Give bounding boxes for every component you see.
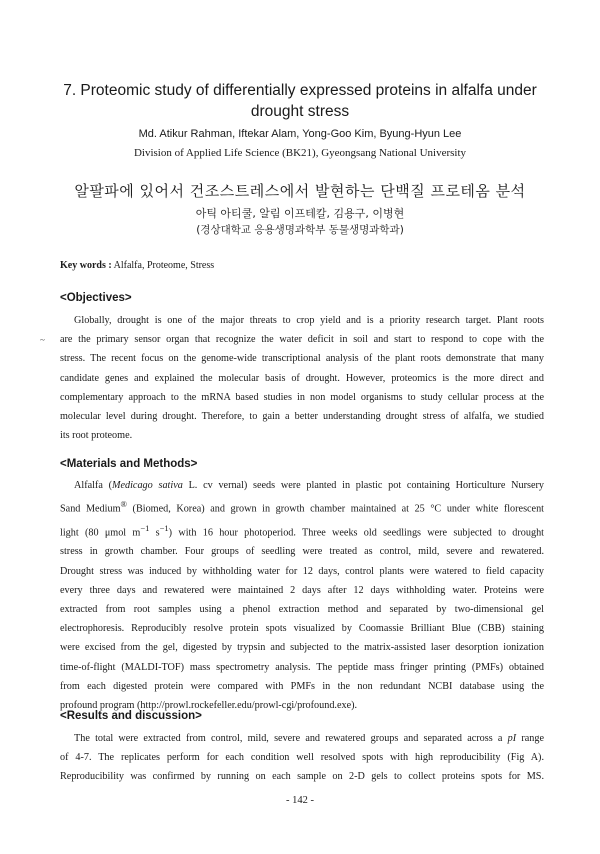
page-number: - 142 - bbox=[286, 795, 314, 806]
paper-title-line2: drought stress bbox=[250, 103, 350, 120]
methods-line: stress in growth chamber. Four groups of seedling were treated as control, mild, severe and rewatered. bbox=[60, 546, 544, 558]
results-line bbox=[60, 729, 544, 748]
methods-line bbox=[60, 476, 544, 495]
methods-text: L. cv vernal) seeds were planted in plastic pot containing Horticulture Nursery bbox=[182, 480, 544, 491]
methods-text: s bbox=[149, 527, 160, 539]
registered-mark: ® bbox=[120, 499, 127, 510]
methods-heading: <Materials and Methods> bbox=[60, 458, 198, 470]
methods-line bbox=[60, 519, 544, 543]
methods-text: (Biomed, Korea) and grown in growth chamber maintained at 25 °C under white florescent bbox=[126, 503, 545, 515]
methods-line: profound program (http://prowl.rockefeller.edu/prowl-cgi/profound.exe). bbox=[60, 700, 358, 712]
objectives-line: molecular level during drought. Therefore, to gain a better understanding drought stress of alfalfa, we studied bbox=[60, 411, 544, 423]
methods-line: time-of-flight (MALDI-TOF) mass spectrometry analysis. The peptide mass fringer printing (PMFs) obtained bbox=[60, 661, 544, 673]
methods-line bbox=[60, 495, 544, 519]
affiliation: Division of Applied Life Science (BK21), Gyeongsang National University bbox=[133, 147, 467, 159]
korean-title: 알팔파에 있어서 건조스트레스에서 발현하는 단백질 프로테옴 분석 bbox=[74, 182, 526, 200]
methods-line: Drought stress was induced by withholding water for 12 days, control plants were watered to field capacity bbox=[60, 565, 544, 577]
methods-line: from each digested protein were compared with PMFs in the non redundant NCBI database using the bbox=[60, 680, 544, 692]
pi-symbol: pI bbox=[507, 733, 517, 744]
methods-line: every three days and rewatered were maintained 2 days after 12 days withholding water. Proteins were bbox=[60, 584, 544, 596]
methods-text: ) with 16 hour photoperiod. Three weeks old seedlings were subjected to drought bbox=[168, 527, 544, 539]
methods-line: electrophoresis. Reproducibly resolve protein spots visualized by Coomassie Brilliant Blue (CBB) staining bbox=[60, 623, 544, 635]
results-paragraph bbox=[60, 729, 544, 787]
objectives-line: Globally, drought is one of the major threats to crop yield and is a priority research target. Plant roots bbox=[74, 315, 544, 326]
results-line: of 4-7. The replicates perform for each condition well resolved spots with high reproducibility (Fig A). bbox=[60, 752, 544, 764]
species-name: Medicago sativa bbox=[112, 480, 183, 491]
results-text: The total were extracted from control, mild, severe and rewatered groups and separated across a bbox=[74, 733, 508, 744]
objectives-heading: <Objectives> bbox=[60, 292, 132, 304]
objectives-line: its root proteome. bbox=[60, 430, 133, 442]
paper-title bbox=[30, 80, 570, 122]
objectives-line: candidate genes and explained the molecular basis of drought. However, proteomics is the more direct and bbox=[60, 372, 544, 384]
superscript: −1 bbox=[159, 522, 169, 533]
methods-line: extracted from root samples using a phenol extraction method and separated by two-dimensional gel bbox=[60, 604, 544, 615]
korean-affiliation: (경상대학교 응용생명과학부 동물생명과학과) bbox=[196, 224, 404, 236]
keywords-value: Alfalfa, Proteome, Stress bbox=[113, 260, 215, 271]
margin-mark: ~ bbox=[40, 335, 45, 345]
objectives-line: stress. The recent focus on the genome-wide transcriptional analysis of the plant roots demonstrate that many bbox=[60, 353, 544, 365]
objectives-paragraph bbox=[60, 311, 544, 445]
results-line: Reproducibility was confirmed by running on each sample on 2-D gels to collect proteins spots for MS. bbox=[60, 771, 544, 783]
korean-authors: 아틱 아티쿨, 알림 이프테칼, 김용구, 이병현 bbox=[195, 207, 405, 220]
objectives-line: are the primary sensor organ that recognize the water deficit in soil and start to respond to cope with the bbox=[60, 334, 544, 346]
methods-text: Alfalfa ( bbox=[74, 480, 112, 491]
results-text: range bbox=[516, 733, 545, 744]
keywords bbox=[60, 260, 214, 271]
authors: Md. Atikur Rahman, Iftekar Alam, Yong-Goo Kim, Byung-Hyun Lee bbox=[138, 128, 462, 140]
keywords-label: Key words : bbox=[60, 260, 112, 271]
paper-title-line1: 7. Proteomic study of differentially expressed proteins in alfalfa under bbox=[63, 82, 537, 99]
methods-line: were excised from the gel, digested by trypsin and subjected to the matrix-assisted laser desorption ionization bbox=[60, 642, 544, 654]
results-heading: <Results and discussion> bbox=[60, 710, 202, 722]
objectives-line: complementary approach to the mRNA based studies in non model organisms to study cellular process at the bbox=[60, 391, 544, 403]
methods-text: Sand Medium bbox=[60, 503, 121, 515]
methods-paragraph bbox=[60, 476, 544, 715]
superscript: −1 bbox=[140, 522, 150, 533]
methods-text: light (80 μmol m bbox=[60, 527, 141, 539]
